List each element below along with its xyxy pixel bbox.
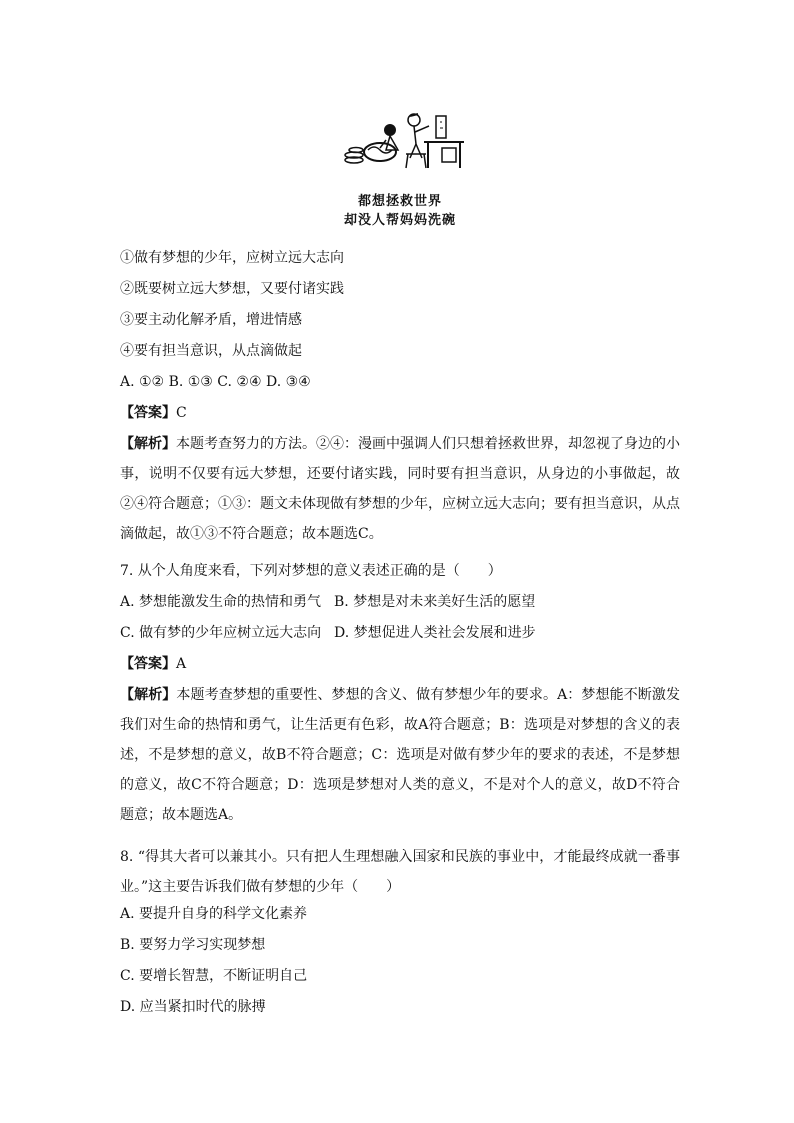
- answer-label: 【答案】: [120, 405, 176, 421]
- q6-answer: [120, 403, 680, 423]
- q8-option-a: A. 要提升自身的科学文化素养: [120, 906, 308, 922]
- cartoon-caption-line-1: 都想拯救世界: [357, 194, 442, 209]
- q7-options-row-2: [120, 623, 680, 643]
- q7-stem: 7. 从个人角度来看，下列对梦想的意义表述正确的是（ ）: [120, 563, 502, 579]
- q7-options-row-1: [120, 592, 680, 612]
- statement-1: ①做有梦想的少年，应树立远大志向: [120, 250, 344, 266]
- q7-answer: [120, 654, 680, 674]
- q7-option-d: D. 梦想促进人类社会发展和进步: [334, 625, 536, 641]
- answer-label: 【答案】: [120, 656, 176, 672]
- statement-4: ④要有担当意识，从点滴做起: [120, 343, 302, 359]
- cartoon-illustration: [340, 108, 468, 174]
- analysis-text: 本题考查梦想的重要性、梦想的含义、做有梦想少年的要求。A：梦想能不断激发我们对生命的热情和勇气，让生活更有色彩，故A符合题意；B：选项是对梦想的含义的表述，不是梦想的意义，故B不符合题意；C：选项是对做有梦少年的要求的表述，不是梦想的意义，故C不符合题意；D：选项是梦想对人类的意义，不是对个人的意义，故D不符合题意；故本题选A。: [120, 687, 681, 823]
- analysis-label: 【解析】: [120, 436, 176, 452]
- statement-2: ②既要树立远大梦想，又要付诸实践: [120, 281, 344, 297]
- statement-3: ③要主动化解矛盾，增进情感: [120, 312, 302, 328]
- cartoon-caption-line-2: 却没人帮妈妈洗碗: [343, 213, 456, 228]
- q7-analysis: [120, 680, 680, 830]
- q8-option-d: D. 应当紧扣时代的脉搏: [120, 999, 266, 1015]
- q8-option-b: B. 要努力学习实现梦想: [120, 937, 266, 953]
- q7-option-c: C. 做有梦的少年应树立远大志向: [120, 625, 322, 641]
- answer-value: C: [176, 405, 187, 421]
- q8-option-c: C. 要增长智慧，不断证明自己: [120, 968, 308, 984]
- q6-options: A. ①② B. ①③ C. ②④ D. ③④: [120, 374, 311, 390]
- q8-stem: 8. “得其大者可以兼其小。只有把人生理想融入国家和民族的事业中，才能最终成就一番事业。”这主要告诉我们做有梦想的少年（ ）: [120, 849, 680, 895]
- q7-option-a: A. 梦想能激发生命的热情和勇气: [120, 594, 322, 610]
- q6-analysis: [120, 429, 680, 549]
- q7-option-b: B. 梦想是对未来美好生活的愿望: [334, 594, 536, 610]
- analysis-text: 本题考查努力的方法。②④：漫画中强调人们只想着拯救世界，却忽视了身边的小事，说明不仅要有远大梦想，还要付诸实践，同时要有担当意识，从身边的小事做起，故②④符合题意；①③：题文未体现做有梦想的少年，应树立远大志向；要有担当意识，从点滴做起，故①③不符合题意；故本题选C。: [120, 436, 680, 542]
- answer-value: A: [176, 656, 187, 672]
- analysis-label: 【解析】: [120, 687, 177, 703]
